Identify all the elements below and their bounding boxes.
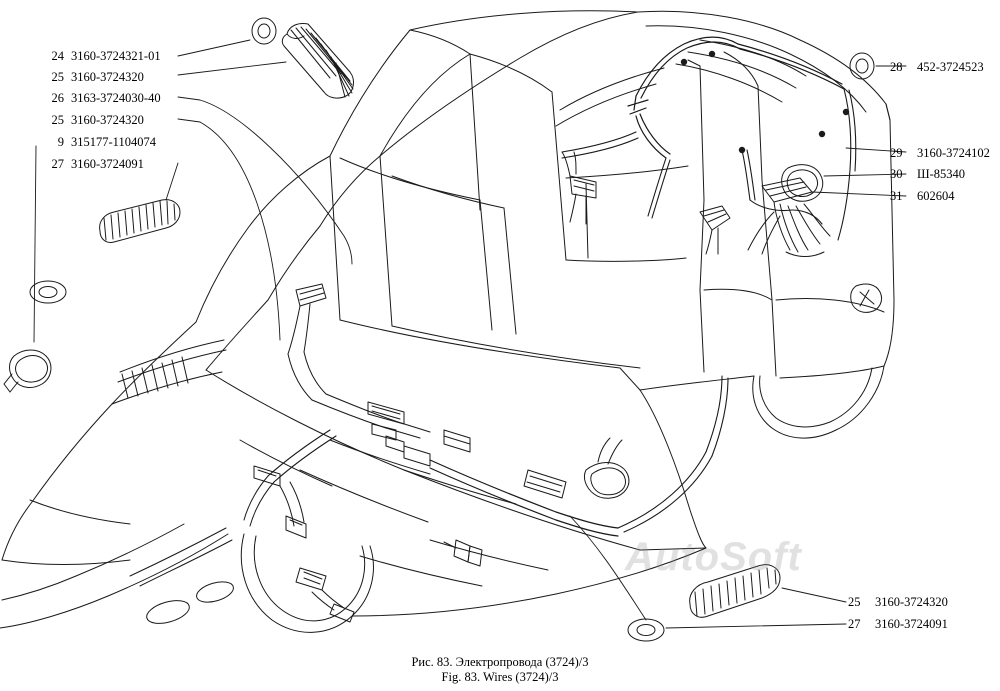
callout-31-number: 31: [890, 189, 903, 203]
callout-25-second-number: 25: [51, 113, 64, 127]
callout-26: [44, 91, 161, 105]
callout-25-bottom: [848, 595, 948, 609]
callout-27-bottom-number: 27: [848, 617, 861, 631]
callout-25-second: [44, 113, 144, 127]
callout-9: [44, 135, 156, 149]
callout-29-part: 3160-3724102: [917, 146, 990, 160]
callout-9-part: 315177-1104074: [71, 135, 156, 149]
callout-28-part: 452-3724523: [917, 60, 984, 74]
callout-30-number: 30: [890, 167, 903, 181]
callout-24-part: 3160-3724321-01: [71, 49, 161, 63]
callout-30-part: Ш-85340: [917, 167, 966, 181]
callout-30: [890, 167, 965, 181]
callout-27-number: 27: [51, 157, 64, 171]
callout-31-part: 602604: [917, 189, 955, 203]
callout-29-number: 29: [890, 146, 903, 160]
callout-25-bottom-number: 25: [848, 595, 861, 609]
callout-26-number: 26: [51, 91, 64, 105]
callout-27-part: 3160-3724091: [71, 157, 144, 171]
callout-28-number: 28: [890, 60, 903, 74]
callout-31: [890, 189, 955, 203]
callout-25-top-number: 25: [51, 70, 64, 84]
watermark-autosoft: AutoSoft: [625, 535, 802, 579]
figure-caption-ru: Рис. 83. Электропровода (3724)/3: [411, 655, 589, 669]
callout-26-part: 3163-3724030-40: [71, 91, 161, 105]
callout-28: [890, 60, 984, 74]
figure-caption-en: Fig. 83. Wires (3724)/3: [441, 670, 559, 684]
callout-27: [44, 157, 144, 171]
callout-9-number: 9: [57, 135, 64, 149]
callout-25-second-part: 3160-3724320: [71, 113, 144, 127]
callout-25-top-part: 3160-3724320: [71, 70, 144, 84]
callout-24-number: 24: [51, 49, 64, 63]
callout-29: [890, 146, 990, 160]
callout-27-bottom-part: 3160-3724091: [875, 617, 948, 631]
callout-27-bottom: [848, 617, 948, 631]
callout-25-top: [44, 70, 144, 84]
callout-25-bottom-part: 3160-3724320: [875, 595, 948, 609]
callout-24: [44, 49, 161, 63]
